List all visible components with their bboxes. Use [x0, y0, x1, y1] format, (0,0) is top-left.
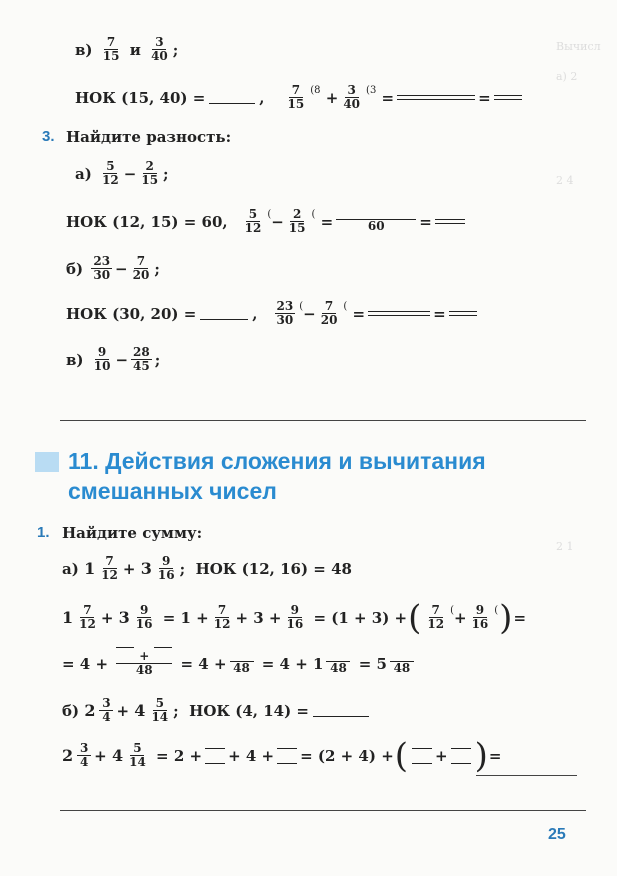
fraction: $\frac{5}{12}$	[244, 207, 262, 235]
fraction: $\frac{7}{12}$	[101, 554, 118, 582]
task-3-number: 3.	[42, 128, 55, 145]
task-1-title: Найдите сумму:	[62, 524, 203, 542]
section-title: 11. Действия сложения и вычитания смешанных чисел	[68, 448, 486, 504]
answer-line[interactable]	[476, 775, 577, 776]
answer-fraction-blank[interactable]: 48	[390, 652, 414, 675]
section-marker	[35, 452, 59, 472]
task-1b-prompt: б) 2 $\frac{3}{4}$ + 4 $\frac{5}{14}$ ; НОК (4, 14) =	[62, 697, 369, 724]
fraction: $\frac{3}{40}$	[151, 35, 168, 63]
answer-blank[interactable]	[313, 704, 369, 717]
fraction: $\frac{2}{15}$	[141, 159, 159, 187]
answer-fraction-blank[interactable]	[494, 85, 522, 111]
answer-fraction-blank[interactable]	[435, 209, 465, 235]
item-v-lcm-line: НОК (15, 40) = , $\frac{7}{15}$ (8 + $\frac{3}{40}$ (3 = =	[75, 84, 525, 111]
answer-blank[interactable]	[209, 91, 255, 104]
fraction: $\frac{7}{15}$	[287, 83, 305, 111]
task-3b-lcm-line: НОК (30, 20) = , $\frac{23}{30}$ ( − $\frac{7}{20}$ ( = =	[66, 300, 480, 327]
task-1b-line2: 2 $\frac{3}{4}$ + 4 $\frac{5}{14}$ = 2 + + 4 + = (2 + 4) + ( + ) =	[62, 735, 502, 776]
task-1a-line2: 1 $\frac{7}{12}$ + 3 $\frac{9}{16}$ = 1 + $\frac{7}{12}$ + 3 + $\frac{9}{16}$ = (1 + 3) + ( $\frac{7}{12}$ ( + $\frac{9}{16}$ ( ) =	[62, 597, 527, 638]
answer-fraction-blank[interactable]: 48	[326, 652, 350, 675]
task-1-number: 1.	[37, 524, 50, 541]
fraction: $\frac{3}{40}$	[343, 83, 361, 111]
fraction: $\frac{3}{4}$	[99, 697, 113, 724]
fraction: $\frac{5}{12}$	[102, 159, 119, 187]
task-3a-prompt: а) $\frac{5}{12}$ − $\frac{2}{15}$ ;	[75, 159, 169, 187]
fraction: $\frac{2}{15}$	[288, 207, 306, 235]
answer-fraction-blank[interactable]	[449, 301, 477, 327]
task-1a-prompt: а) 1 $\frac{7}{12}$ + 3 $\frac{9}{16}$ ; НОК (12, 16) = 48	[62, 554, 352, 582]
task-3b-prompt: б) $\frac{23}{30}$ − $\frac{7}{20}$ ;	[66, 254, 160, 282]
answer-fraction-blank[interactable]	[412, 743, 432, 769]
answer-fraction-blank[interactable]	[397, 85, 475, 111]
divider	[60, 420, 586, 421]
answer-fraction-blank[interactable]: $\frac{+}{48}$	[116, 650, 172, 677]
fraction: $\frac{9}{16}$	[135, 603, 153, 631]
fraction: $\frac{9}{16}$	[157, 554, 175, 582]
task-1a-line3: = 4 + $\frac{+}{48}$ = 4 + 48 = 4 + 1 48 = 5 48	[62, 650, 417, 677]
answer-fraction-blank[interactable]: 48	[230, 652, 254, 675]
task-3a-lcm-line: НОК (12, 15) = 60, $\frac{5}{12}$ ( − $\frac{2}{15}$ ( = 60 =	[66, 208, 468, 235]
task-3v-prompt: в) $\frac{9}{10}$ − $\frac{28}{45}$ ;	[66, 345, 161, 373]
fraction: $\frac{9}{16}$	[471, 603, 489, 631]
answer-fraction-blank[interactable]	[205, 743, 225, 769]
item-v-prompt: в) $\frac{7}{15}$ и $\frac{3}{40}$ ;	[75, 35, 179, 63]
fraction: $\frac{7}{12}$	[79, 603, 96, 631]
fraction: $\frac{23}{30}$	[93, 254, 111, 282]
answer-fraction-blank[interactable]	[368, 301, 430, 327]
fraction: $\frac{7}{20}$	[320, 299, 338, 327]
fraction: $\frac{9}{10}$	[93, 345, 111, 373]
answer-blank[interactable]	[200, 307, 248, 320]
fraction: $\frac{5}{14}$	[151, 696, 169, 724]
task-3-title: Найдите разность:	[66, 128, 232, 146]
fraction: $\frac{5}{14}$	[129, 741, 146, 769]
fraction: $\frac{23}{30}$	[276, 299, 294, 327]
fraction: $\frac{7}{12}$	[427, 603, 445, 631]
fraction: $\frac{7}{20}$	[132, 254, 150, 282]
fraction: $\frac{9}{16}$	[286, 603, 304, 631]
page-number: 25	[548, 826, 566, 843]
fraction: $\frac{3}{4}$	[77, 742, 91, 769]
answer-fraction-blank[interactable]	[451, 743, 471, 769]
fraction: $\frac{7}{12}$	[213, 603, 231, 631]
fraction: $\frac{7}{15}$	[102, 35, 120, 63]
answer-fraction-blank[interactable]: 60	[336, 210, 416, 233]
divider	[60, 810, 586, 811]
fraction: $\frac{28}{45}$	[133, 345, 150, 373]
answer-fraction-blank[interactable]	[277, 743, 297, 769]
